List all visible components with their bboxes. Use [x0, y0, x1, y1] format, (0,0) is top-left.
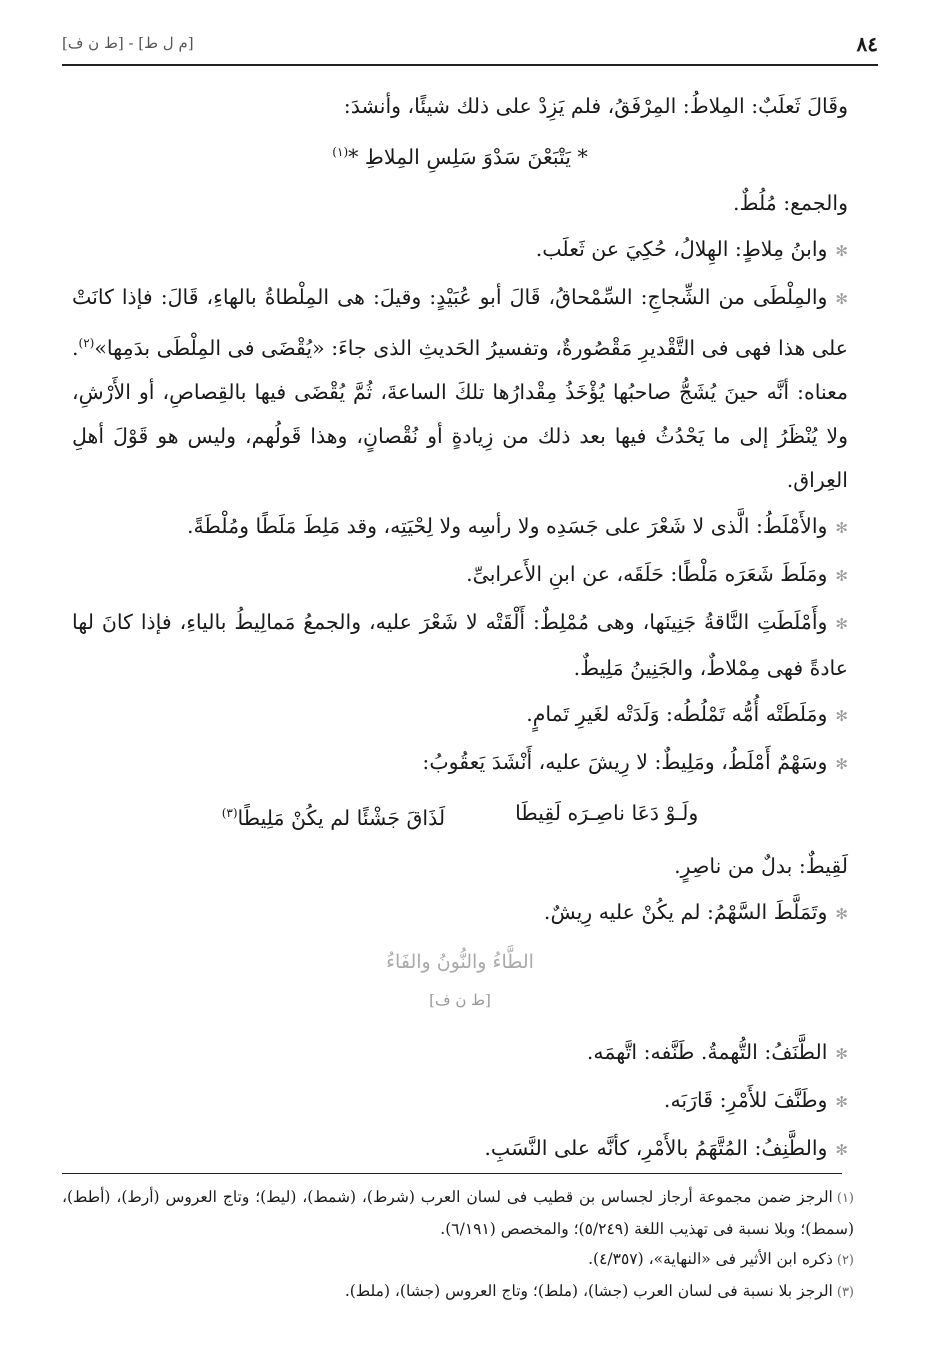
- running-head-roots: [م ل ط] - [ط ن ف]: [62, 34, 194, 52]
- entry-text: لَقِيطٌ: بدلٌ من ناصِرٍ.: [674, 854, 848, 879]
- footnote: [62, 1244, 854, 1276]
- couplet-first-hemistich: ولَـوْ دَعَا ناصِـرَه لَقِيطَا: [515, 800, 699, 825]
- entry-text: الطَّنَفُ: التُّهمةُ. طَنَّفه: اتَّهمَه.: [586, 1040, 828, 1065]
- entry-text: وسَهْمٌ أَمْلَطُ، ومَلِيطٌ: لا رِيشَ عليه، أَنْشَدَ يَعقُوبُ:: [422, 749, 828, 774]
- entry-text: وطَنَّفَ للأَمْرِ: قَارَبَه.: [663, 1088, 828, 1113]
- entry-paragraph: [72, 275, 848, 502]
- entry-paragraph: [72, 890, 848, 936]
- footnotes: [62, 1182, 854, 1308]
- footnote-divider: [62, 1173, 842, 1174]
- footnote-mark: (٢): [836, 1253, 854, 1268]
- entry-text: والجمع: مُلُطٌ.: [732, 190, 848, 215]
- entry-text: والطَّنِفُ: المُتَّهَمُ بالأَمْرِ، كأنَّه على النَّسَبِ.: [484, 1136, 828, 1161]
- entry-paragraph: [72, 740, 848, 786]
- entry-text: وقَالَ ثَعلَبٌ: المِلاطُ: المِرْفَقُ، فلم يَزِدْ على ذلك شيئًا، وأنشدَ:: [343, 94, 848, 118]
- entry-asterisk-icon: ✻: [835, 614, 848, 633]
- entry-paragraph: [72, 600, 848, 690]
- entry-text: ومَلَطَتْه أُمُّه تَمْلُطُه: وَلَدَتْه لغَيرِ تَمامٍ.: [526, 701, 828, 726]
- entry-paragraph: [72, 181, 848, 225]
- entry-asterisk-icon: ✻: [835, 1045, 848, 1064]
- footnote-text: الرجز بلا نسبة فى لسان العرب (جشا)، (ملط)؛ وتاج العروس (جشا)، (ملط).: [344, 1282, 833, 1300]
- verse-line: [72, 130, 848, 179]
- entry-asterisk-icon: ✻: [835, 241, 848, 260]
- hemistich-text: لَذَاقَ جَشْئًا لم يكُنْ مَلِيطًا: [237, 805, 446, 830]
- entry-text: وتَمَلَّطَ السَّهْمُ: لم يكُنْ عليه رِيشٌ.: [543, 900, 828, 925]
- entry-text: والأَمْلَطُ: الَّذى لا شَعْرَ على جَسَدِه ولا رأسِه ولا لِحْيَتِه، وقد مَلِطَ مَلَطًا ومُلْطَةً.: [186, 513, 828, 538]
- footnote-mark: (١): [836, 1191, 854, 1206]
- running-head: [62, 30, 878, 66]
- entry-text: والمِلْطَى من الشِّجاجِ: السِّمْحاقُ، قَالَ أبو عُبَيْدٍ: وقيلَ: هى المِلْطاةُ بالهاءِ، قَالَ: فإذا كانَتْ على هذا فهى فى التَّقْديرِ مَقْصُورةٌ، وتفسيرُ الحَديثِ الذى جاءَ: «يُقْضَى فى المِلْطَى بدَمِها»: [72, 284, 848, 360]
- entry-paragraph: [72, 552, 848, 598]
- entry-paragraph: [72, 227, 848, 273]
- footnote-ref: (١): [332, 145, 349, 159]
- verse-text: * يَتْبَعْنَ سَدْوَ سَلِسِ المِلاطِ *: [348, 144, 588, 169]
- footnote-ref: (٢): [78, 335, 95, 350]
- section-roots: [ط ن ف]: [429, 991, 491, 1010]
- couplet-second-hemistich: [222, 790, 445, 841]
- entry-asterisk-icon: ✻: [835, 289, 848, 308]
- entry-paragraph: [72, 692, 848, 738]
- entry-asterisk-icon: ✻: [835, 1141, 848, 1160]
- page-number: ٨٤: [856, 32, 878, 56]
- entry-asterisk-icon: ✻: [835, 706, 848, 725]
- entry-text: وأَمْلَطَتِ النَّاقةُ جَنِينَها، وهى مُمْلِطٌ: أَلْقَتْه لا شَعْرَ عليه، والجمعُ مَمالِيطُ بالياءِ، فإذا كانَ لها عادةً فهى مِمْلاطٌ، والجَنِينُ مَلِيطٌ.: [72, 609, 848, 680]
- entry-text: ومَلَطَ شَعَرَه مَلْطًا: حَلَقَه، عن ابنِ الأَعرابىِّ.: [466, 561, 828, 586]
- entry-asterisk-icon: ✻: [835, 518, 848, 537]
- footnote: [62, 1182, 854, 1244]
- entry-paragraph: [72, 1030, 848, 1076]
- footnote: [62, 1276, 854, 1308]
- footnote-text: ذكره ابن الأثير فى «النهاية»، (٤/٣٥٧).: [588, 1250, 833, 1268]
- entry-paragraph: [72, 844, 848, 888]
- entry-text: وابنُ مِلاطٍ: الهِلالُ، حُكِيَ عن ثَعلَب.: [535, 236, 828, 261]
- entry-paragraph: [72, 1078, 848, 1124]
- entry-asterisk-icon: ✻: [835, 754, 848, 773]
- entry-asterisk-icon: ✻: [835, 566, 848, 585]
- entry-paragraph: [72, 84, 848, 128]
- entry-asterisk-icon: ✻: [835, 905, 848, 924]
- footnote-ref: (٣): [221, 805, 238, 820]
- main-text: [72, 84, 848, 1174]
- poem-couplet: [72, 790, 848, 841]
- entry-paragraph: [72, 504, 848, 550]
- entry-asterisk-icon: ✻: [835, 1093, 848, 1112]
- footnote-text: الرجز ضمن مجموعة أرجاز لجساس بن قطيب فى لسان العرب (شرط)، (شمط)، (ليط)؛ وتاج العروس (أرط)، (أطط)، (سمط)؛ وبلا نسبة فى تهذيب اللغة (٥/٢٤٩)؛ والمخصص (٦/١٩١).: [62, 1188, 854, 1238]
- entry-text-continued: . معناه: أنَّه حينَ يُشَجُّ صاحبُها يُؤْخَذُ مِقْدارُها تلكَ الساعةَ، ثُمَّ يُقْضَى فيها بالقِصاصِ، أو الأَرْشِ، ولا يُنْظَرُ إلى ما يَحْدُثُ فيها بعد ذلك من زِيادةٍ أو نُقْصانٍ، وهذا قَولُهم، وليس هو قَوْلَ أهلِ العِراق.: [72, 335, 848, 492]
- section-heading: الطَّاءُ والنُّونُ والفَاءُ: [386, 951, 534, 974]
- entry-paragraph: [72, 1126, 848, 1172]
- footnote-mark: (٣): [836, 1285, 854, 1300]
